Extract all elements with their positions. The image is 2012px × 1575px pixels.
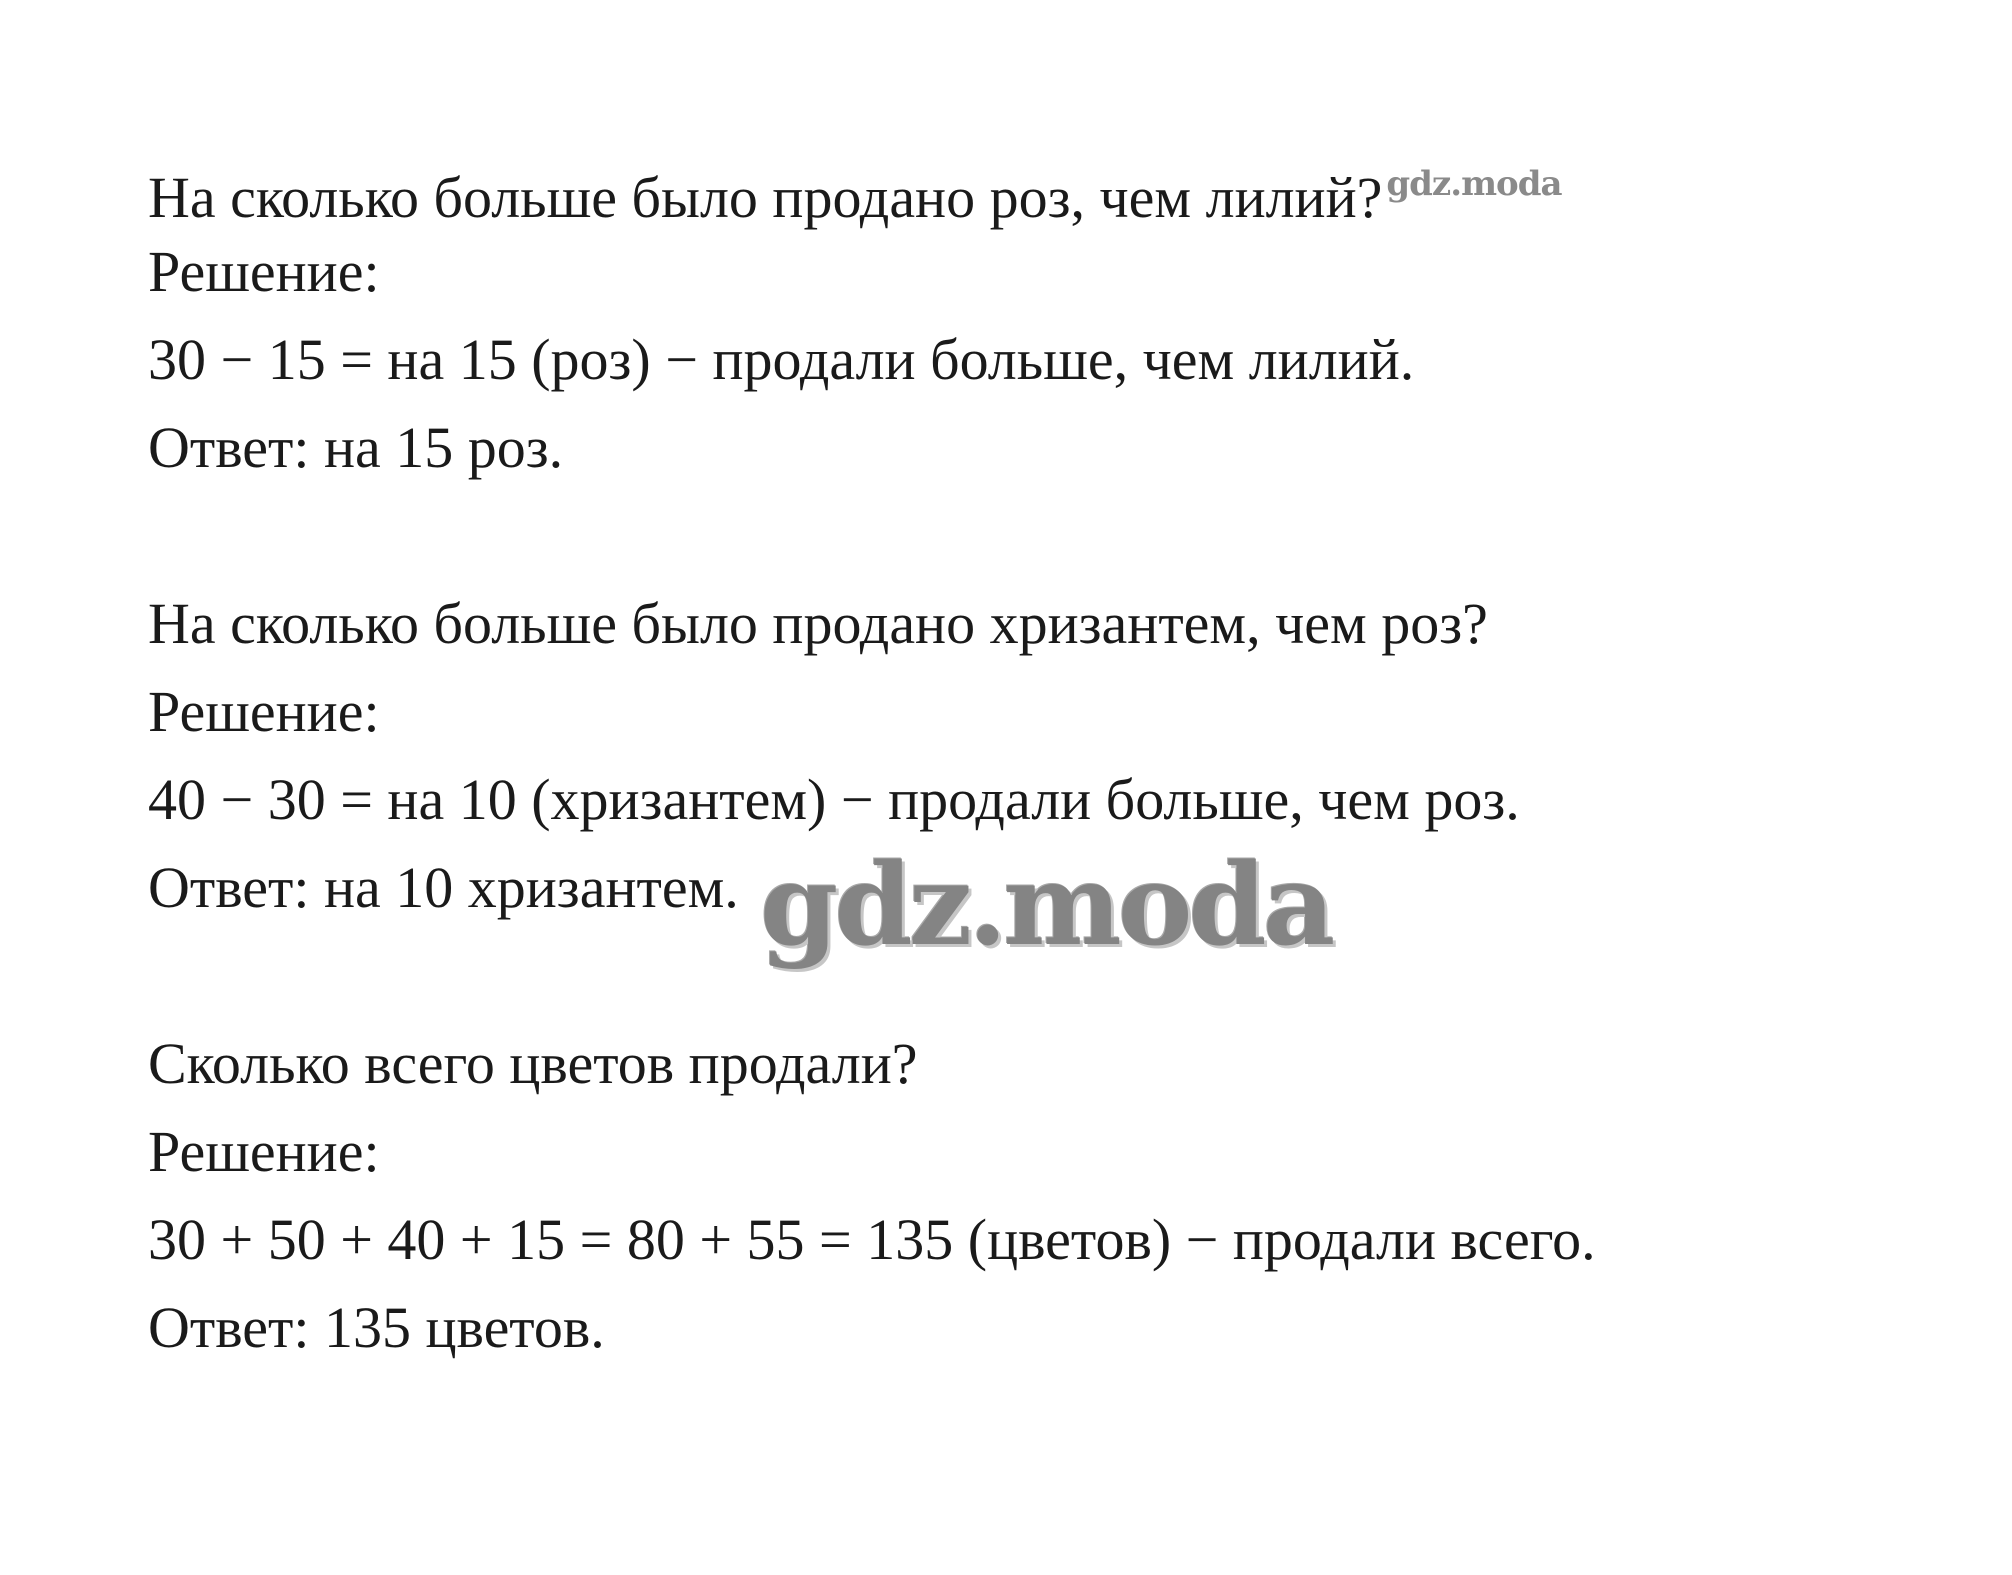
problem-section-3 — [148, 1020, 1928, 1372]
problem-section-1 — [148, 140, 1928, 492]
answer-line: Ответ: на 10 хризантем. — [148, 855, 739, 920]
solution-label: Решение: — [148, 1119, 380, 1184]
question-text: На сколько больше было продано роз, чем лилий? — [148, 165, 1383, 230]
solution-label: Решение: — [148, 239, 380, 304]
calculation-line: 30 + 50 + 40 + 15 = 80 + 55 = 135 (цветов) − продали всего. — [148, 1207, 1596, 1272]
question-line: Сколько всего цветов продали? — [148, 1031, 918, 1096]
answer-line: Ответ: на 15 роз. — [148, 415, 564, 480]
answer-line: Ответ: 135 цветов. — [148, 1295, 605, 1360]
question-line — [148, 140, 1928, 228]
calculation-line: 40 − 30 = на 10 (хризантем) − продали больше, чем роз. — [148, 767, 1520, 832]
question-line: На сколько больше было продано хризантем, чем роз? — [148, 591, 1488, 656]
watermark-small: gdz.moda — [1386, 164, 1562, 204]
calculation-line: 30 − 15 = на 15 (роз) − продали больше, чем лилий. — [148, 327, 1415, 392]
solution-label: Решение: — [148, 679, 380, 744]
watermark-large: gdz.moda — [760, 840, 1332, 971]
